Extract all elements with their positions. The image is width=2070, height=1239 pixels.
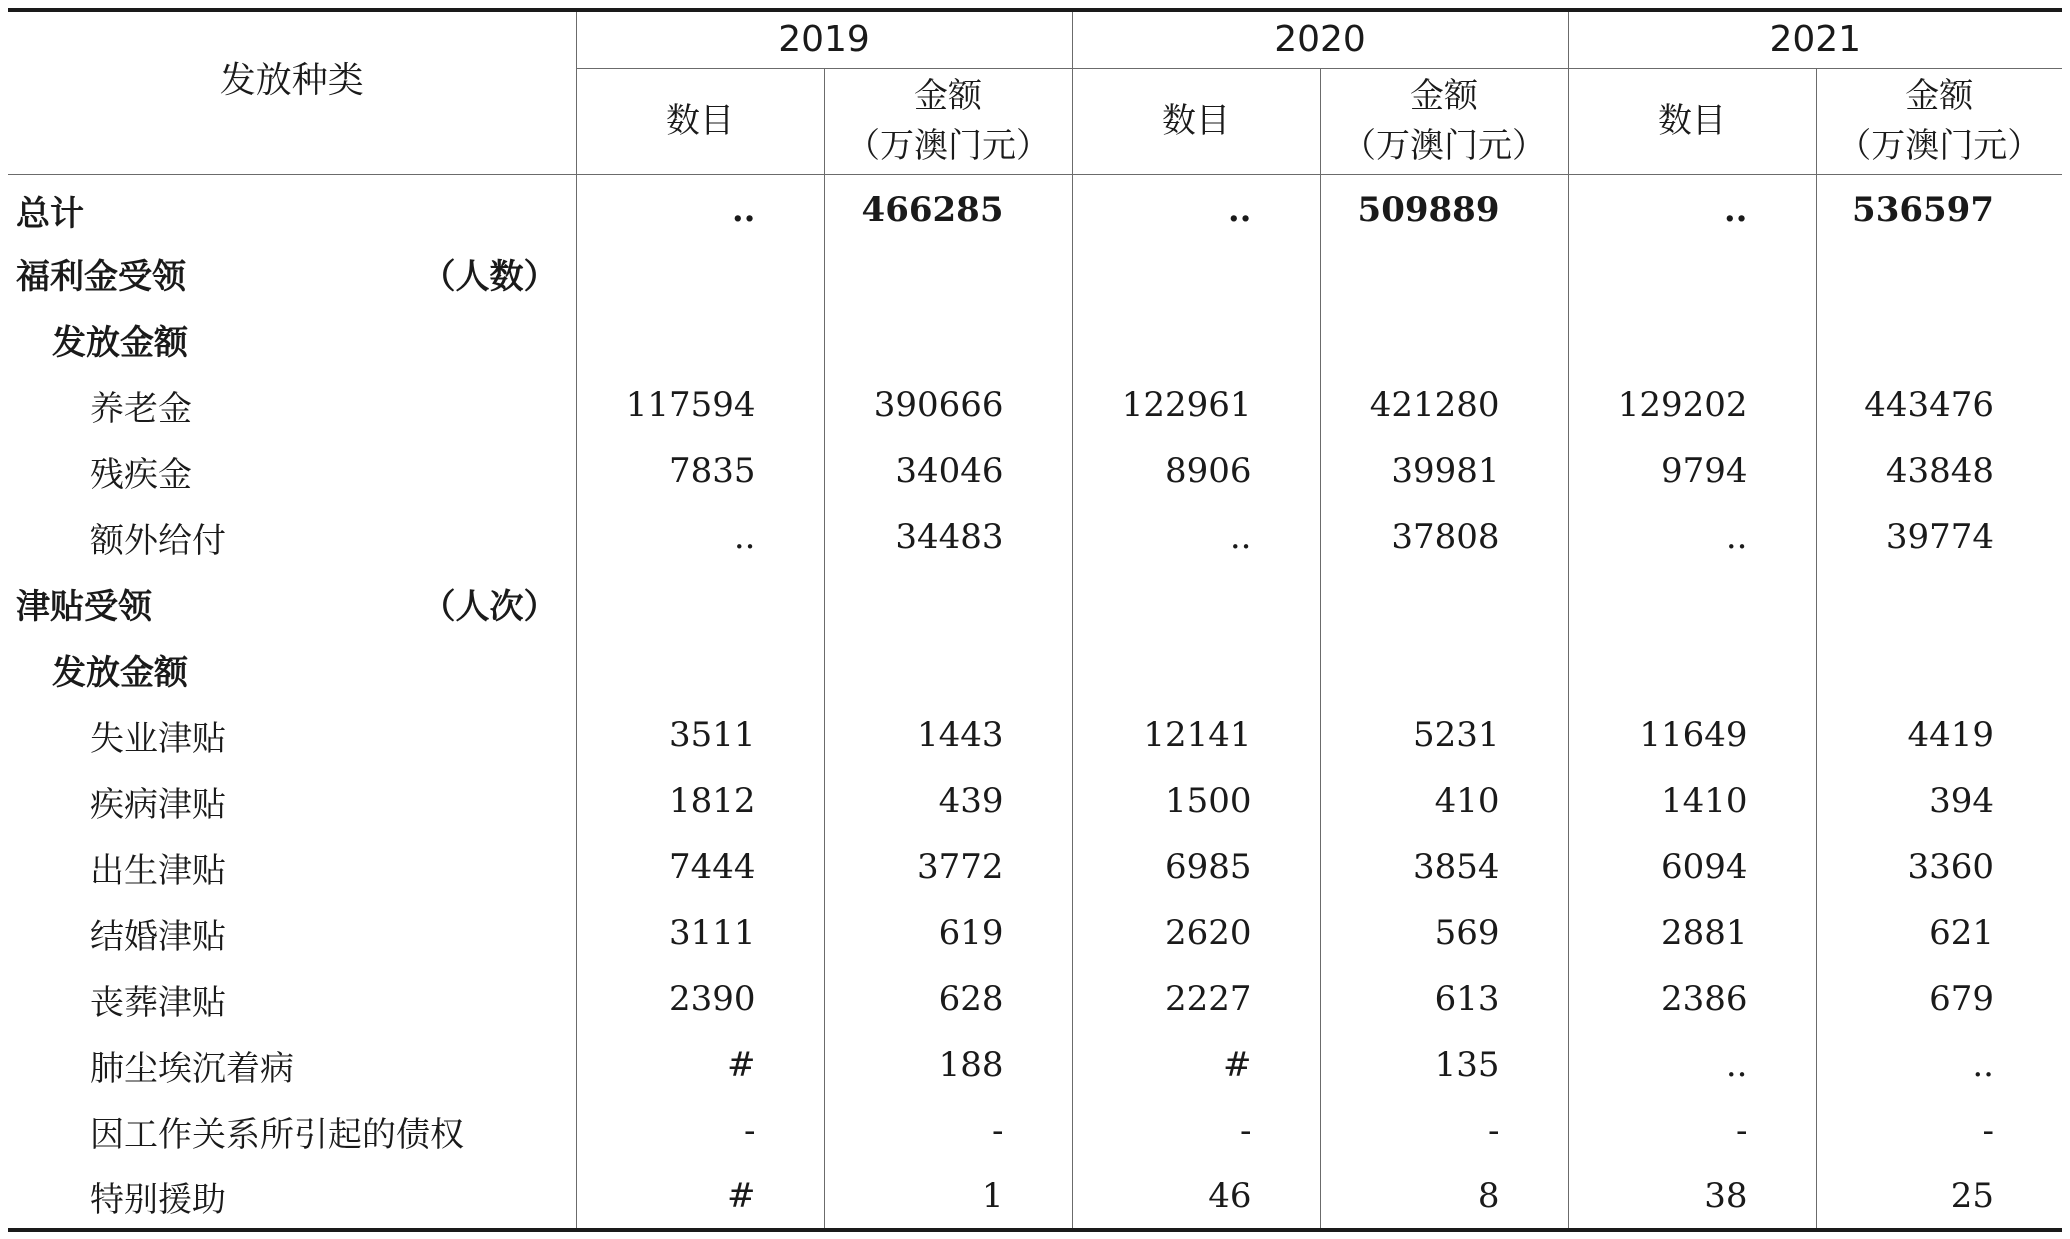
amount-cell: 619 bbox=[824, 900, 1072, 966]
row-label: 养老金 bbox=[90, 388, 192, 429]
table-row bbox=[8, 306, 2062, 372]
amount-header-line2: （万澳门元） bbox=[846, 126, 1050, 166]
amount-header bbox=[1816, 68, 2062, 174]
table-row bbox=[8, 1098, 2062, 1164]
row-label: 失业津贴 bbox=[90, 718, 226, 759]
row-label: 结婚津贴 bbox=[90, 916, 226, 957]
row-label-wrap bbox=[90, 909, 576, 958]
row-label-cell bbox=[8, 306, 576, 372]
count-cell: 46 bbox=[1072, 1164, 1320, 1230]
amount-cell: 1 bbox=[824, 1164, 1072, 1230]
row-label: 特别援助 bbox=[90, 1179, 226, 1220]
count-cell: 2386 bbox=[1568, 966, 1816, 1032]
table-row bbox=[8, 1164, 2062, 1230]
amount-header bbox=[1320, 68, 1568, 174]
count-cell: 2227 bbox=[1072, 966, 1320, 1032]
count-cell: 2620 bbox=[1072, 900, 1320, 966]
table-header bbox=[8, 10, 2062, 174]
row-label: 残疾金 bbox=[90, 454, 192, 495]
count-header bbox=[1072, 68, 1320, 174]
amount-cell bbox=[1816, 636, 2062, 702]
year-header-row bbox=[8, 10, 2062, 68]
amount-header bbox=[824, 68, 1072, 174]
amount-cell bbox=[1816, 240, 2062, 306]
amount-cell bbox=[1320, 240, 1568, 306]
amount-cell bbox=[1320, 306, 1568, 372]
table-row bbox=[8, 768, 2062, 834]
row-label-cell bbox=[8, 504, 576, 570]
row-unit: （人次） bbox=[421, 586, 558, 627]
count-cell: - bbox=[576, 1098, 824, 1164]
count-cell: .. bbox=[576, 174, 824, 240]
count-cell: 11649 bbox=[1568, 702, 1816, 768]
count-cell bbox=[1568, 570, 1816, 636]
row-label: 发放金额 bbox=[52, 652, 188, 693]
row-label-wrap bbox=[90, 777, 576, 826]
amount-cell: 39981 bbox=[1320, 438, 1568, 504]
amount-cell: 4419 bbox=[1816, 702, 2062, 768]
count-header-label: 数目 bbox=[1658, 101, 1726, 141]
row-label-wrap bbox=[16, 579, 576, 628]
amount-cell: 394 bbox=[1816, 768, 2062, 834]
count-cell: 2881 bbox=[1568, 900, 1816, 966]
row-label: 疾病津贴 bbox=[90, 784, 226, 825]
row-unit: （人数） bbox=[421, 256, 558, 297]
row-label-cell bbox=[8, 174, 576, 240]
count-cell: 6094 bbox=[1568, 834, 1816, 900]
amount-cell: 8 bbox=[1320, 1164, 1568, 1230]
count-cell: # bbox=[576, 1164, 824, 1230]
count-cell: 1812 bbox=[576, 768, 824, 834]
amount-cell: .. bbox=[1816, 1032, 2062, 1098]
count-cell: .. bbox=[576, 504, 824, 570]
count-cell: 38 bbox=[1568, 1164, 1816, 1230]
count-cell: # bbox=[576, 1032, 824, 1098]
count-cell bbox=[1568, 306, 1816, 372]
amount-cell: 536597 bbox=[1816, 174, 2062, 240]
count-cell: .. bbox=[1072, 504, 1320, 570]
row-label-cell bbox=[8, 636, 576, 702]
count-cell bbox=[576, 306, 824, 372]
amount-cell: 421280 bbox=[1320, 372, 1568, 438]
year-header-2020: 2020 bbox=[1072, 10, 1568, 68]
row-label: 肺尘埃沉着病 bbox=[90, 1048, 294, 1089]
row-label-wrap bbox=[90, 711, 576, 760]
row-label-wrap bbox=[52, 315, 576, 364]
table-row bbox=[8, 570, 2062, 636]
year-header-2021: 2021 bbox=[1568, 10, 2062, 68]
table-row bbox=[8, 240, 2062, 306]
amount-header-line2: （万澳门元） bbox=[1837, 126, 2042, 166]
table-row bbox=[8, 174, 2062, 240]
count-header bbox=[576, 68, 824, 174]
row-label-cell bbox=[8, 768, 576, 834]
row-label: 因工作关系所引起的债权 bbox=[90, 1114, 464, 1155]
table-row bbox=[8, 702, 2062, 768]
amount-cell: 34483 bbox=[824, 504, 1072, 570]
count-cell: 117594 bbox=[576, 372, 824, 438]
count-cell: 12141 bbox=[1072, 702, 1320, 768]
amount-cell bbox=[824, 306, 1072, 372]
amount-cell: 34046 bbox=[824, 438, 1072, 504]
table-row bbox=[8, 504, 2062, 570]
count-cell: .. bbox=[1568, 174, 1816, 240]
amount-cell bbox=[824, 636, 1072, 702]
amount-cell: 39774 bbox=[1816, 504, 2062, 570]
count-cell: 1500 bbox=[1072, 768, 1320, 834]
row-label-cell bbox=[8, 966, 576, 1032]
amount-cell: 621 bbox=[1816, 900, 2062, 966]
amount-cell: 569 bbox=[1320, 900, 1568, 966]
count-cell: 122961 bbox=[1072, 372, 1320, 438]
row-label: 出生津贴 bbox=[90, 850, 226, 891]
count-header-label: 数目 bbox=[666, 101, 734, 141]
amount-cell bbox=[1816, 570, 2062, 636]
count-cell: .. bbox=[1568, 1032, 1816, 1098]
amount-cell: 410 bbox=[1320, 768, 1568, 834]
row-label-wrap bbox=[90, 1107, 576, 1156]
row-label-wrap bbox=[16, 186, 576, 235]
count-cell: - bbox=[1072, 1098, 1320, 1164]
count-cell bbox=[1072, 306, 1320, 372]
row-label-wrap bbox=[90, 381, 576, 430]
table-row bbox=[8, 1032, 2062, 1098]
count-header bbox=[1568, 68, 1816, 174]
row-label-cell bbox=[8, 570, 576, 636]
amount-cell: - bbox=[1816, 1098, 2062, 1164]
amount-cell bbox=[824, 240, 1072, 306]
count-header-label: 数目 bbox=[1162, 101, 1230, 141]
count-cell bbox=[1072, 570, 1320, 636]
count-cell: 6985 bbox=[1072, 834, 1320, 900]
row-label: 额外给付 bbox=[90, 520, 226, 561]
table-row bbox=[8, 834, 2062, 900]
row-label-cell bbox=[8, 702, 576, 768]
count-cell bbox=[1072, 636, 1320, 702]
count-cell: 129202 bbox=[1568, 372, 1816, 438]
amount-cell: 3854 bbox=[1320, 834, 1568, 900]
count-cell bbox=[1072, 240, 1320, 306]
count-cell bbox=[576, 636, 824, 702]
row-label: 总计 bbox=[16, 193, 84, 234]
amount-cell: 509889 bbox=[1320, 174, 1568, 240]
year-header-2019: 2019 bbox=[576, 10, 1072, 68]
amount-header-line2: （万澳门元） bbox=[1342, 126, 1546, 166]
row-label-wrap bbox=[90, 843, 576, 892]
amount-cell: 3360 bbox=[1816, 834, 2062, 900]
count-cell: .. bbox=[1568, 504, 1816, 570]
count-cell bbox=[1568, 636, 1816, 702]
benefits-table bbox=[8, 8, 2062, 1232]
count-cell bbox=[1568, 240, 1816, 306]
table-row bbox=[8, 900, 2062, 966]
row-label-cell bbox=[8, 1098, 576, 1164]
row-label-wrap bbox=[90, 513, 576, 562]
row-label-wrap bbox=[16, 249, 576, 298]
amount-header-line1: 金额 bbox=[1410, 76, 1478, 116]
row-label-wrap bbox=[90, 1041, 576, 1090]
amount-cell: 679 bbox=[1816, 966, 2062, 1032]
amount-cell bbox=[1320, 570, 1568, 636]
table-row bbox=[8, 438, 2062, 504]
count-cell: # bbox=[1072, 1032, 1320, 1098]
amount-cell: 466285 bbox=[824, 174, 1072, 240]
count-cell: 7835 bbox=[576, 438, 824, 504]
row-label-cell bbox=[8, 1032, 576, 1098]
row-label: 津贴受领 bbox=[16, 586, 152, 627]
amount-cell: 628 bbox=[824, 966, 1072, 1032]
count-cell: 7444 bbox=[576, 834, 824, 900]
amount-cell bbox=[824, 570, 1072, 636]
amount-header-line1: 金额 bbox=[1905, 76, 1974, 116]
amount-header-line1: 金额 bbox=[914, 76, 982, 116]
row-label-wrap bbox=[90, 975, 576, 1024]
table-row bbox=[8, 966, 2062, 1032]
amount-cell: 37808 bbox=[1320, 504, 1568, 570]
count-cell: 3511 bbox=[576, 702, 824, 768]
count-cell: 1410 bbox=[1568, 768, 1816, 834]
count-cell: 2390 bbox=[576, 966, 824, 1032]
row-label-cell bbox=[8, 372, 576, 438]
category-header: 发放种类 bbox=[8, 10, 576, 174]
count-cell bbox=[576, 240, 824, 306]
row-label-cell bbox=[8, 438, 576, 504]
table-row bbox=[8, 636, 2062, 702]
amount-cell: 43848 bbox=[1816, 438, 2062, 504]
amount-cell: - bbox=[1320, 1098, 1568, 1164]
row-label-wrap bbox=[52, 645, 576, 694]
count-cell: 9794 bbox=[1568, 438, 1816, 504]
row-label: 福利金受领 bbox=[16, 256, 186, 297]
count-cell: .. bbox=[1072, 174, 1320, 240]
count-cell: - bbox=[1568, 1098, 1816, 1164]
table-row bbox=[8, 372, 2062, 438]
count-cell: 8906 bbox=[1072, 438, 1320, 504]
count-cell bbox=[576, 570, 824, 636]
amount-cell: 5231 bbox=[1320, 702, 1568, 768]
amount-cell: 25 bbox=[1816, 1164, 2062, 1230]
table-body bbox=[8, 174, 2062, 1230]
amount-cell bbox=[1816, 306, 2062, 372]
row-label-cell bbox=[8, 834, 576, 900]
row-label-cell bbox=[8, 1164, 576, 1230]
amount-cell: - bbox=[824, 1098, 1072, 1164]
amount-cell bbox=[1320, 636, 1568, 702]
amount-cell: 613 bbox=[1320, 966, 1568, 1032]
amount-cell: 443476 bbox=[1816, 372, 2062, 438]
amount-cell: 390666 bbox=[824, 372, 1072, 438]
amount-cell: 1443 bbox=[824, 702, 1072, 768]
amount-cell: 135 bbox=[1320, 1032, 1568, 1098]
amount-cell: 439 bbox=[824, 768, 1072, 834]
row-label-wrap bbox=[90, 1172, 576, 1221]
row-label-cell bbox=[8, 900, 576, 966]
row-label-cell bbox=[8, 240, 576, 306]
row-label-wrap bbox=[90, 447, 576, 496]
amount-cell: 188 bbox=[824, 1032, 1072, 1098]
row-label: 发放金额 bbox=[52, 322, 188, 363]
count-cell: 3111 bbox=[576, 900, 824, 966]
amount-cell: 3772 bbox=[824, 834, 1072, 900]
row-label: 丧葬津贴 bbox=[90, 982, 226, 1023]
